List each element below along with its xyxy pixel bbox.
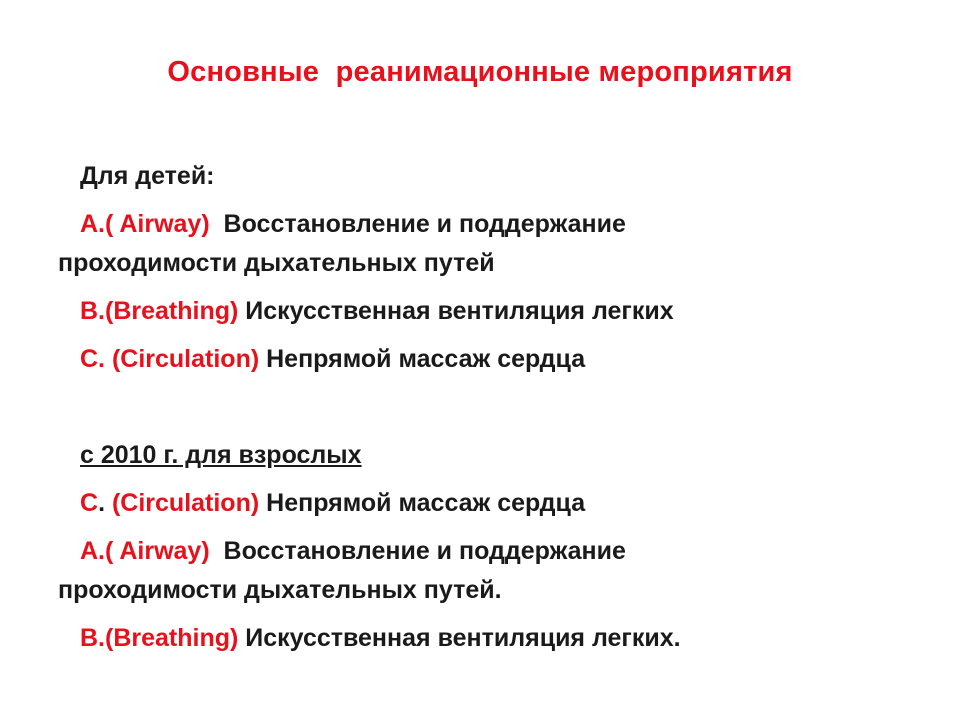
circulation-label: C. (Circulation) [80, 345, 260, 373]
adults-breathing-text: Искусственная вентиляция легких. [238, 624, 681, 652]
adults-circulation-letter: C [80, 489, 99, 517]
children-item-breathing [80, 297, 674, 326]
breathing-label: B.(Breathing) [80, 297, 239, 325]
children-heading: Для детей: [80, 162, 215, 190]
slide-title: Основные реанимационные мероприятия [167, 56, 793, 88]
airway-label: A.( Airway) [80, 210, 210, 238]
children-item-circulation [80, 345, 585, 374]
children-item-airway [80, 210, 626, 239]
adults-circulation-text: Непрямой массаж сердца [259, 489, 586, 517]
adults-item-airway-continuation: проходимости дыхательных путей. [58, 576, 502, 604]
adults-circulation-label: (Circulation) [105, 489, 260, 517]
adults-item-breathing [80, 624, 681, 653]
adults-airway-text: Восстановление и поддержание [209, 537, 626, 565]
adults-breathing-label: B.(Breathing) [80, 624, 239, 652]
adults-item-circulation [80, 489, 585, 518]
adults-item-airway [80, 537, 626, 566]
children-item-airway-continuation: проходимости дыхательных путей [58, 249, 495, 277]
breathing-text: Искусственная вентиляция легких [238, 297, 674, 325]
adults-heading: с 2010 г. для взрослых [80, 441, 362, 469]
adults-airway-label: A.( Airway) [80, 537, 210, 565]
airway-text: Восстановление и поддержание [209, 210, 626, 238]
adults-circulation-dot: . [98, 489, 106, 517]
circulation-text: Непрямой массаж сердца [259, 345, 586, 373]
